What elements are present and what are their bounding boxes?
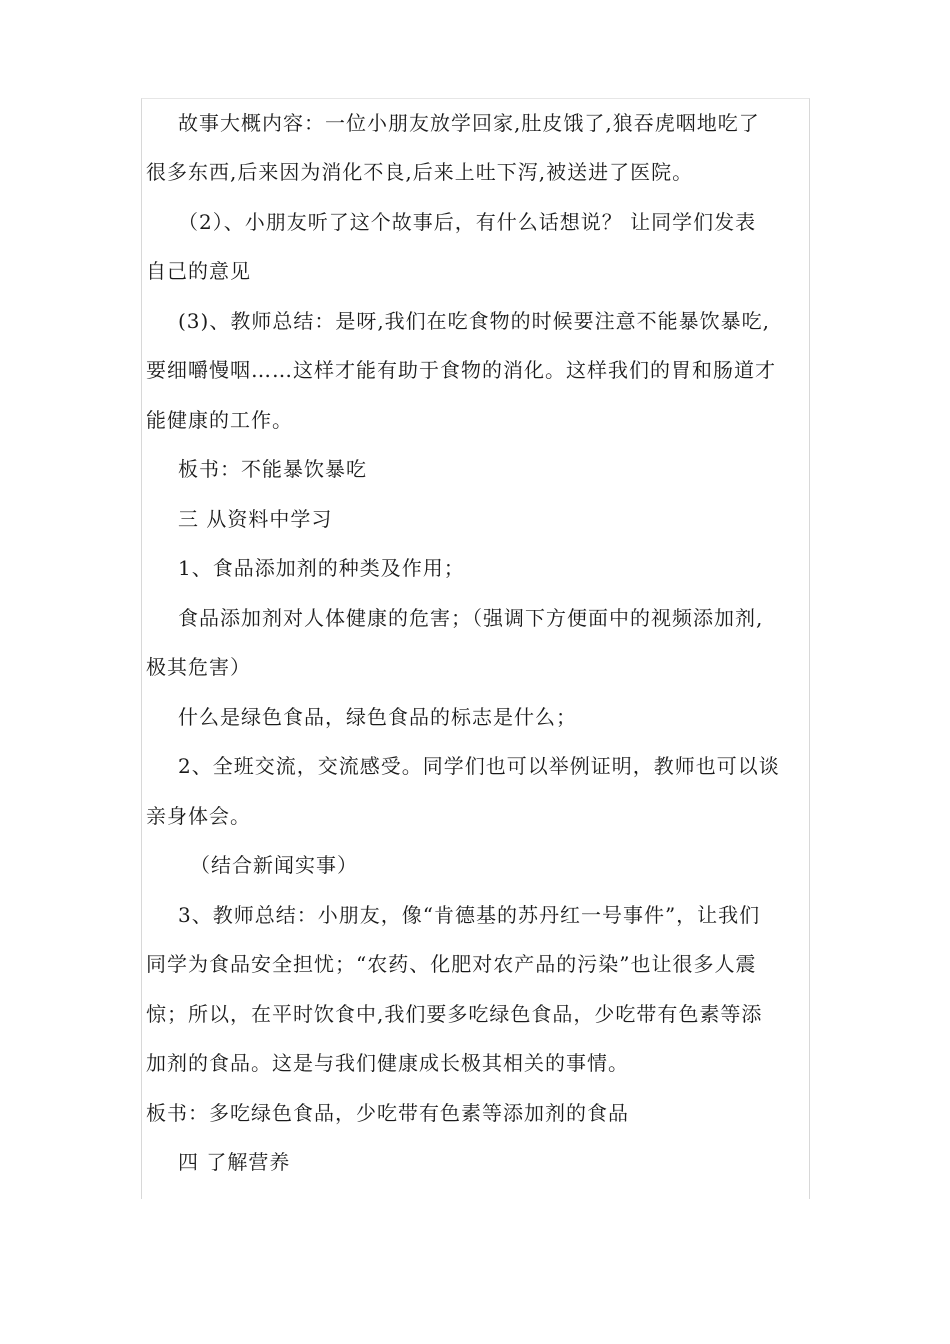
text-line: 同学为食品安全担忧；“农药、化肥对农产品的污染”也让很多人震 (146, 952, 757, 976)
section-heading: 四 了解营养 (178, 1150, 291, 1174)
text-line: 1、食品添加剂的种类及作用； (178, 556, 465, 580)
text-line: 故事大概内容：一位小朋友放学回家,肚皮饿了,狼吞虎咽地吃了 (178, 111, 760, 135)
text-line: 极其危害） (146, 655, 251, 679)
text-line: （2）、小朋友听了这个故事后，有什么话想说？ 让同学们发表 (178, 210, 757, 234)
blackboard-note: 板书：多吃绿色食品，少吃带有色素等添加剂的食品 (146, 1101, 629, 1125)
text-line: 食品添加剂对人体健康的危害；（强调下方便面中的视频添加剂, (178, 606, 764, 630)
text-line: (3)、教师总结：是呀,我们在吃食物的时候要注意不能暴饮暴吃, (178, 309, 771, 333)
text-line: 什么是绿色食品，绿色食品的标志是什么； (178, 705, 577, 729)
section-heading: 三 从资料中学习 (178, 507, 333, 531)
text-line: 自己的意见 (146, 259, 251, 283)
text-line: 3、教师总结：小朋友，像“肯德基的苏丹红一号事件”，让我们 (178, 903, 761, 927)
blackboard-note: 板书：不能暴饮暴吃 (178, 457, 367, 481)
text-line: （结合新闻实事） (190, 853, 358, 877)
text-line: 加剂的食品。这是与我们健康成长极其相关的事情。 (146, 1051, 629, 1075)
text-line: 亲身体会。 (146, 804, 251, 828)
text-line: 2、全班交流，交流感受。同学们也可以举例证明，教师也可以谈 (178, 754, 780, 778)
text-line: 惊；所以，在平时饮食中,我们要多吃绿色食品，少吃带有色素等添 (146, 1002, 763, 1026)
text-line: 能健康的工作。 (146, 408, 293, 432)
text-line: 很多东西,后来因为消化不良,后来上吐下泻,被送进了医院。 (146, 160, 694, 184)
text-line: 要细嚼慢咽……这样才能有助于食物的消化。这样我们的胃和肠道才 (146, 358, 776, 382)
